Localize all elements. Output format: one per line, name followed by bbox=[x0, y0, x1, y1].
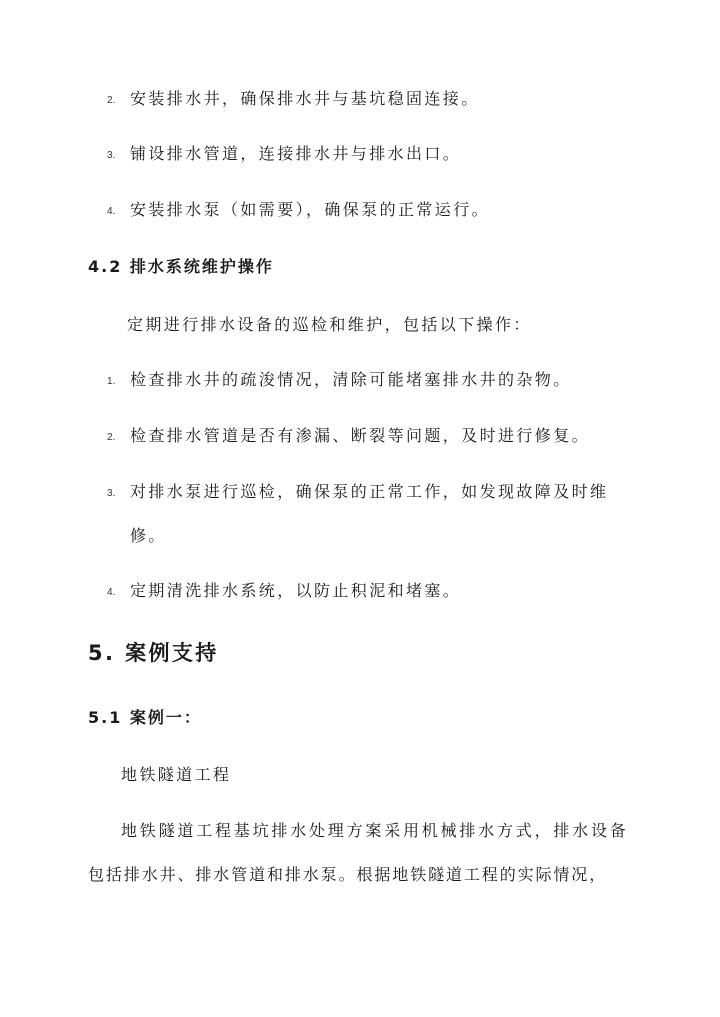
paragraph-line: 包括排水井、排水管道和排水泵。根据地铁隧道工程的实际情况， bbox=[88, 865, 608, 884]
section-heading-5: 5. 案例支持 bbox=[88, 641, 219, 665]
list-item-number: 3. bbox=[107, 150, 116, 161]
list-item-text: 安装排水井，确保排水井与基坑稳固连接。 bbox=[130, 89, 480, 108]
section-intro: 定期进行排水设备的巡检和维护，包括以下操作： bbox=[127, 315, 532, 334]
list-item-number: 4. bbox=[107, 587, 116, 598]
list-item-number: 2. bbox=[107, 432, 116, 443]
section-heading-5-1: 5.1 案例一： bbox=[88, 708, 202, 727]
case-title: 地铁隧道工程 bbox=[121, 765, 232, 784]
list-item-text: 定期清洗排水系统，以防止积泥和堵塞。 bbox=[130, 581, 462, 600]
list-item-text: 铺设排水管道，连接排水井与排水出口。 bbox=[130, 144, 462, 163]
section-heading-4-2: 4.2 排水系统维护操作 bbox=[88, 257, 274, 276]
list-item-text: 检查排水管道是否有渗漏、断裂等问题，及时进行修复。 bbox=[130, 426, 591, 445]
list-item-text: 对排水泵进行巡检，确保泵的正常工作，如发现故障及时维 bbox=[130, 482, 609, 501]
list-item-number: 4. bbox=[107, 206, 116, 217]
list-item-text: 检查排水井的疏浚情况，清除可能堵塞排水井的杂物。 bbox=[130, 370, 572, 389]
paragraph-line: 地铁隧道工程基坑排水处理方案采用机械排水方式，排水设备 bbox=[121, 821, 629, 840]
list-item-number: 2. bbox=[107, 95, 116, 106]
list-item-continuation: 修。 bbox=[130, 526, 167, 545]
list-item-number: 3. bbox=[107, 488, 116, 499]
list-item-text: 安装排水泵（如需要），确保泵的正常运行。 bbox=[130, 200, 491, 219]
list-item-number: 1. bbox=[107, 376, 116, 387]
